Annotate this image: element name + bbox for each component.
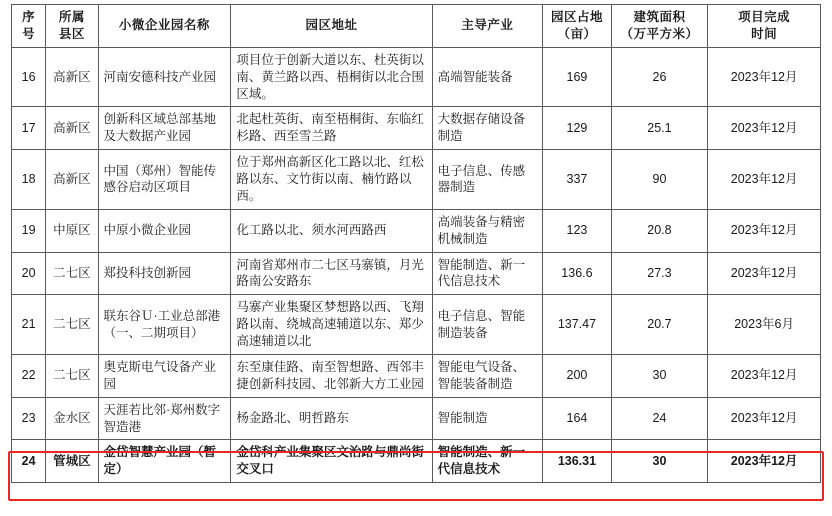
cell-area: 136.31 (543, 440, 611, 483)
table-row (12, 252, 821, 295)
table-row (12, 150, 821, 210)
cell-area: 337 (543, 150, 611, 210)
cell-completion-time: 2023年12月 (708, 150, 821, 210)
cell-park-name: 天涯若比邻·郑州数字智造港 (98, 397, 231, 440)
table-body (12, 47, 821, 482)
column-header-building-area-line2: （万平方米） (620, 26, 699, 41)
column-header-completion-time (708, 5, 821, 48)
cell-area: 136.6 (543, 252, 611, 295)
cell-industry: 智能制造、新一代信息技术 (432, 440, 543, 483)
column-header-county-line2: 县区 (58, 26, 85, 41)
column-header-park-area-line2: （亩） (557, 26, 597, 41)
table-row (12, 397, 821, 440)
cell-address: 马寨产业集聚区梦想路以西、飞翔路以南、绕城高速辅道以东、郑少高速辅道以北 (231, 295, 432, 355)
cell-index: 17 (12, 107, 46, 150)
column-header-park-area (543, 5, 611, 48)
cell-index: 16 (12, 47, 46, 107)
table-row (12, 107, 821, 150)
column-header-index-line2: 号 (22, 26, 36, 41)
cell-industry: 高端装备与精密机械制造 (432, 209, 543, 252)
cell-industry: 智能制造 (432, 397, 543, 440)
table-row (12, 47, 821, 107)
cell-address: 位于郑州高新区化工路以北、红松路以东、文竹街以南、楠竹路以西。 (231, 150, 432, 210)
cell-completion-time: 2023年12月 (708, 252, 821, 295)
cell-completion-time: 2023年6月 (708, 295, 821, 355)
column-header-index (12, 5, 46, 48)
table-row (12, 209, 821, 252)
cell-county: 二七区 (46, 252, 98, 295)
cell-index: 20 (12, 252, 46, 295)
cell-park-name: 创新科区域总部基地及大数据产业园 (98, 107, 231, 150)
cell-county: 高新区 (46, 107, 98, 150)
column-header-county (46, 5, 98, 48)
cell-index: 24 (12, 440, 46, 483)
cell-industry: 智能制造、新一代信息技术 (432, 252, 543, 295)
cell-building-area: 20.8 (611, 209, 708, 252)
cell-park-name: 联东谷Ｕ·工业总部港（一、二期项目） (98, 295, 231, 355)
cell-index: 18 (12, 150, 46, 210)
cell-county: 高新区 (46, 47, 98, 107)
table-row (12, 354, 821, 397)
cell-building-area: 24 (611, 397, 708, 440)
cell-area: 123 (543, 209, 611, 252)
cell-park-name: 奥克斯电气设备产业园 (98, 354, 231, 397)
cell-park-name: 金岱智慧产业园（暂定） (98, 440, 231, 483)
column-header-park-address: 园区地址 (231, 5, 432, 48)
cell-area: 169 (543, 47, 611, 107)
cell-index: 22 (12, 354, 46, 397)
column-header-county-line1: 所属 (58, 10, 85, 24)
cell-area: 129 (543, 107, 611, 150)
cell-building-area: 30 (611, 440, 708, 483)
cell-industry: 高端智能装备 (432, 47, 543, 107)
cell-address: 项目位于创新大道以东、杜英街以南、黄兰路以西、梧桐街以北合围区域。 (231, 47, 432, 107)
cell-industry: 智能电气设备、智能装备制造 (432, 354, 543, 397)
cell-industry: 大数据存储设备制造 (432, 107, 543, 150)
cell-county: 二七区 (46, 354, 98, 397)
column-header-completion-time-line1: 项目完成 (738, 10, 791, 24)
column-header-index-line1: 序 (22, 10, 36, 24)
cell-park-name: 中原小微企业园 (98, 209, 231, 252)
cell-completion-time: 2023年12月 (708, 354, 821, 397)
cell-area: 137.47 (543, 295, 611, 355)
cell-county: 中原区 (46, 209, 98, 252)
cell-county: 高新区 (46, 150, 98, 210)
table-header (12, 5, 821, 48)
cell-address: 金岱科产业集聚区文治路与鼎尚街交叉口 (231, 440, 432, 483)
cell-address: 杨金路北、明哲路东 (231, 397, 432, 440)
column-header-building-area-line1: 建筑面积 (633, 10, 686, 24)
cell-industry: 电子信息、传感器制造 (432, 150, 543, 210)
cell-building-area: 27.3 (611, 252, 708, 295)
table-row-highlighted (12, 440, 821, 483)
cell-completion-time: 2023年12月 (708, 397, 821, 440)
cell-completion-time: 2023年12月 (708, 209, 821, 252)
cell-address: 河南省郑州市二七区马寨镇，月光路南公安路东 (231, 252, 432, 295)
column-header-leading-industry: 主导产业 (432, 5, 543, 48)
cell-county: 金水区 (46, 397, 98, 440)
cell-building-area: 90 (611, 150, 708, 210)
table-row (12, 295, 821, 355)
small-micro-enterprise-park-table (11, 4, 821, 483)
cell-area: 200 (543, 354, 611, 397)
cell-building-area: 30 (611, 354, 708, 397)
cell-completion-time: 2023年12月 (708, 440, 821, 483)
cell-building-area: 20.7 (611, 295, 708, 355)
document-page (0, 4, 832, 516)
column-header-park-name: 小微企业园名称 (98, 5, 231, 48)
cell-park-name: 河南安德科技产业园 (98, 47, 231, 107)
cell-industry: 电子信息、智能制造装备 (432, 295, 543, 355)
cell-county: 二七区 (46, 295, 98, 355)
cell-park-name: 郑投科技创新园 (98, 252, 231, 295)
cell-county: 管城区 (46, 440, 98, 483)
table-header-row (12, 5, 821, 48)
cell-index: 23 (12, 397, 46, 440)
cell-completion-time: 2023年12月 (708, 107, 821, 150)
cell-completion-time: 2023年12月 (708, 47, 821, 107)
cell-index: 21 (12, 295, 46, 355)
cell-address: 北起杜英街、南至梧桐街、东临红杉路、西至雪兰路 (231, 107, 432, 150)
cell-area: 164 (543, 397, 611, 440)
cell-address: 东至康佳路、南至智想路、西邻丰捷创新科技园、北邻新大方工业园 (231, 354, 432, 397)
column-header-completion-time-line2: 时间 (751, 26, 778, 41)
cell-index: 19 (12, 209, 46, 252)
cell-building-area: 25.1 (611, 107, 708, 150)
cell-address: 化工路以北、须水河西路西 (231, 209, 432, 252)
cell-park-name: 中国（郑州）智能传感谷启动区项目 (98, 150, 231, 210)
column-header-building-area (611, 5, 708, 48)
cell-building-area: 26 (611, 47, 708, 107)
column-header-park-area-line1: 园区占地 (550, 10, 603, 24)
